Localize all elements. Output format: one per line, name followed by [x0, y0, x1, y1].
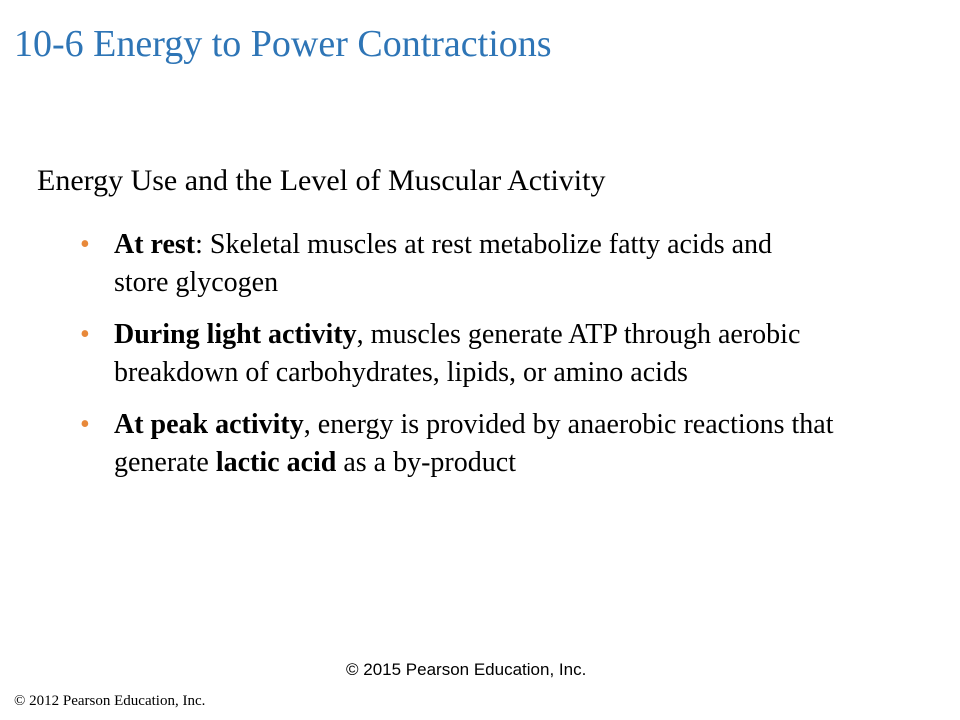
bullet-item-light-activity	[80, 316, 814, 392]
bullet-icon: •	[80, 319, 90, 350]
bullet-icon: •	[80, 229, 90, 260]
slide-title: 10-6 Energy to Power Contractions	[14, 23, 552, 65]
bullet-text: , muscles generate ATP through aerobic breakdown of carbohydrates, lipids, or amino acids	[114, 319, 801, 388]
bullet-list	[80, 226, 860, 496]
section-subheading: Energy Use and the Level of Muscular Activity	[37, 164, 606, 197]
bullet-icon: •	[80, 409, 90, 440]
bullet-item-peak-activity	[80, 406, 854, 482]
bullet-item-at-rest	[80, 226, 814, 302]
bullet-bold-term: During light activity	[114, 319, 357, 350]
footer-copyright-2015: © 2015 Pearson Education, Inc.	[346, 660, 587, 679]
footer-copyright-2012: © 2012 Pearson Education, Inc.	[14, 693, 206, 709]
bullet-bold-term: At rest	[114, 229, 196, 260]
bullet-text: , energy is provided by anaerobic reactions that generate	[114, 409, 834, 478]
bullet-bold-term: At peak activity	[114, 409, 304, 440]
bullet-bold-term-lactic-acid: lactic acid	[215, 447, 337, 478]
bullet-text-end: as a by-product	[336, 447, 516, 478]
bullet-text: : Skeletal muscles at rest metabolize fatty acids and store glycogen	[114, 229, 773, 298]
